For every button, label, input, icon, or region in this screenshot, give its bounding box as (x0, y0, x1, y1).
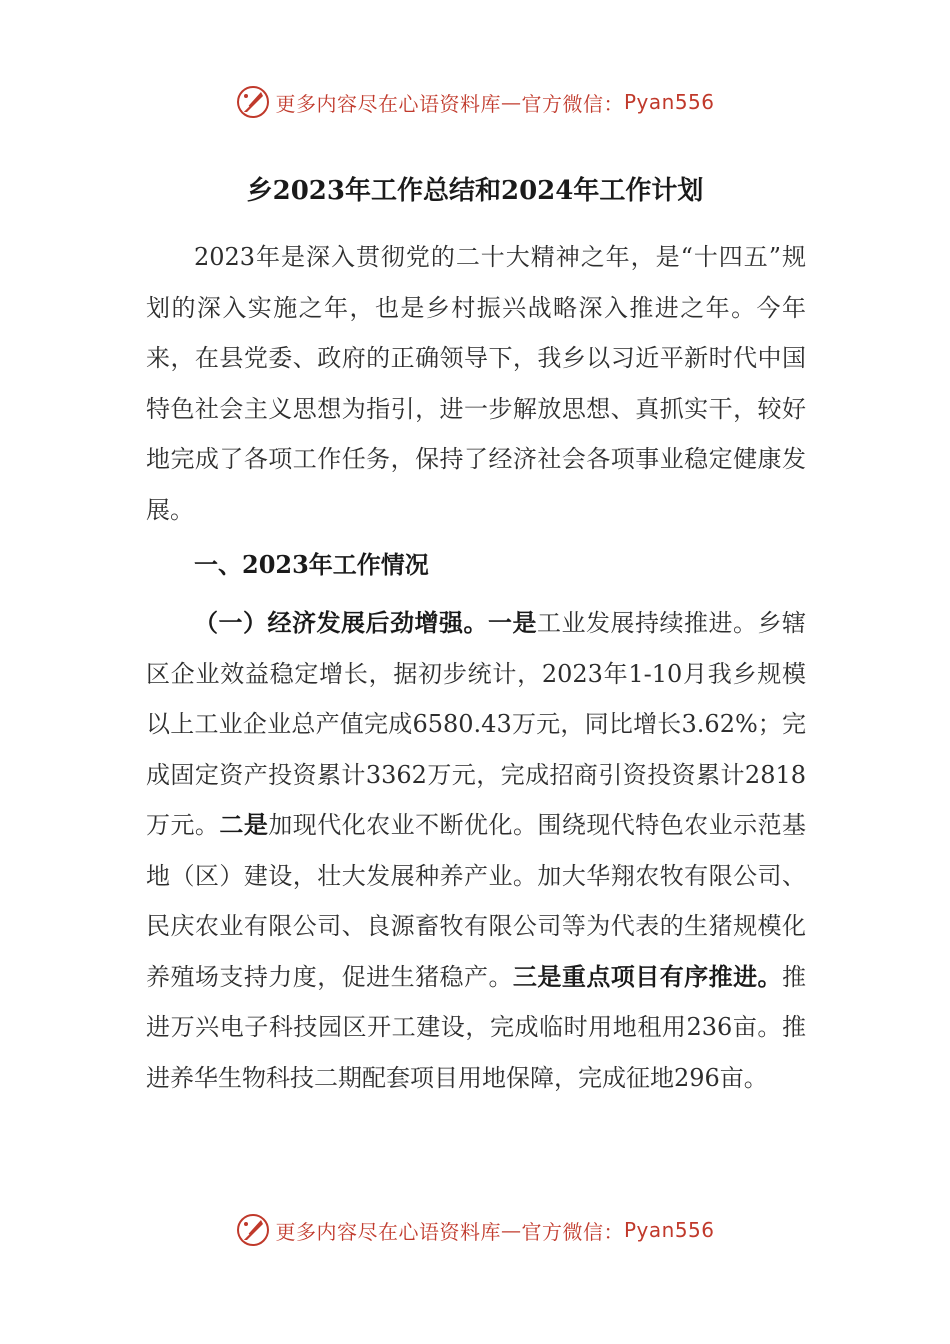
item1-text: 工业发展持续推进。乡辖区企业效益稳定增长，据初步统计，2023年1-10月我乡规模以上工业企业总产值完成6580.43万元，同比增长3.62%；完成固定资产投资累计3362万元，完成招商引资投资累计2818万元。 (146, 609, 806, 839)
item3-heading: 重点项目有序推进。 (561, 961, 783, 991)
banner-wechat-id: Pyan556 (623, 90, 715, 114)
footer-banner (0, 1212, 950, 1248)
quill-pen-icon (235, 84, 271, 120)
item1-label: 一是 (488, 608, 537, 637)
economy-paragraph (146, 598, 806, 1103)
item2-label: 二是 (219, 810, 269, 839)
economy-paragraph-block (146, 598, 806, 1103)
footer-banner-separator: — (500, 1218, 522, 1242)
section-heading: 一、2023年工作情况 (194, 550, 429, 579)
intro-paragraph-block (146, 232, 806, 535)
subsection-heading: （一）经济发展后劲增强。 (194, 608, 488, 637)
footer-banner-wechat-label: 官方微信： (521, 1219, 624, 1244)
intro-paragraph: 2023年是深入贯彻党的二十大精神之年，是“十四五”规划的深入实施之年，也是乡村振兴战略深入推进之年。今年来，在县党委、政府的正确领导下，我乡以习近平新时代中国特色社会主义思想为指引，进一步解放思想、真抓实干，较好地完成了各项工作任务，保持了经济社会各项事业稳定健康发展。 (146, 243, 806, 524)
item3-label: 三是 (512, 961, 562, 991)
footer-banner-main-text: 更多内容尽在心语资料库 (275, 1219, 501, 1244)
item2-text: 加现代化农业不断优化。围绕现代特色农业示范基地（区）建设，壮大发展种养产业。加大华翔农牧有限公司、民庆农业有限公司、良源畜牧有限公司等为代表的生猪规模化养殖场支持力度，促进生猪稳产。 (146, 811, 807, 991)
header-banner (0, 84, 950, 120)
banner-wechat-label: 官方微信： (521, 91, 624, 116)
item3-text: 推进万兴电子科技园区开工建设，完成临时用地租用236亩。推进养华生物科技二期配套项目用地保障，完成征地296亩。 (146, 962, 807, 1092)
banner-separator: — (500, 90, 522, 114)
footer-banner-wechat-id: Pyan556 (623, 1218, 715, 1242)
document-title: 乡2023年工作总结和2024年工作计划 (246, 176, 704, 206)
banner-main-text: 更多内容尽在心语资料库 (275, 91, 501, 116)
quill-pen-icon (235, 1212, 271, 1248)
